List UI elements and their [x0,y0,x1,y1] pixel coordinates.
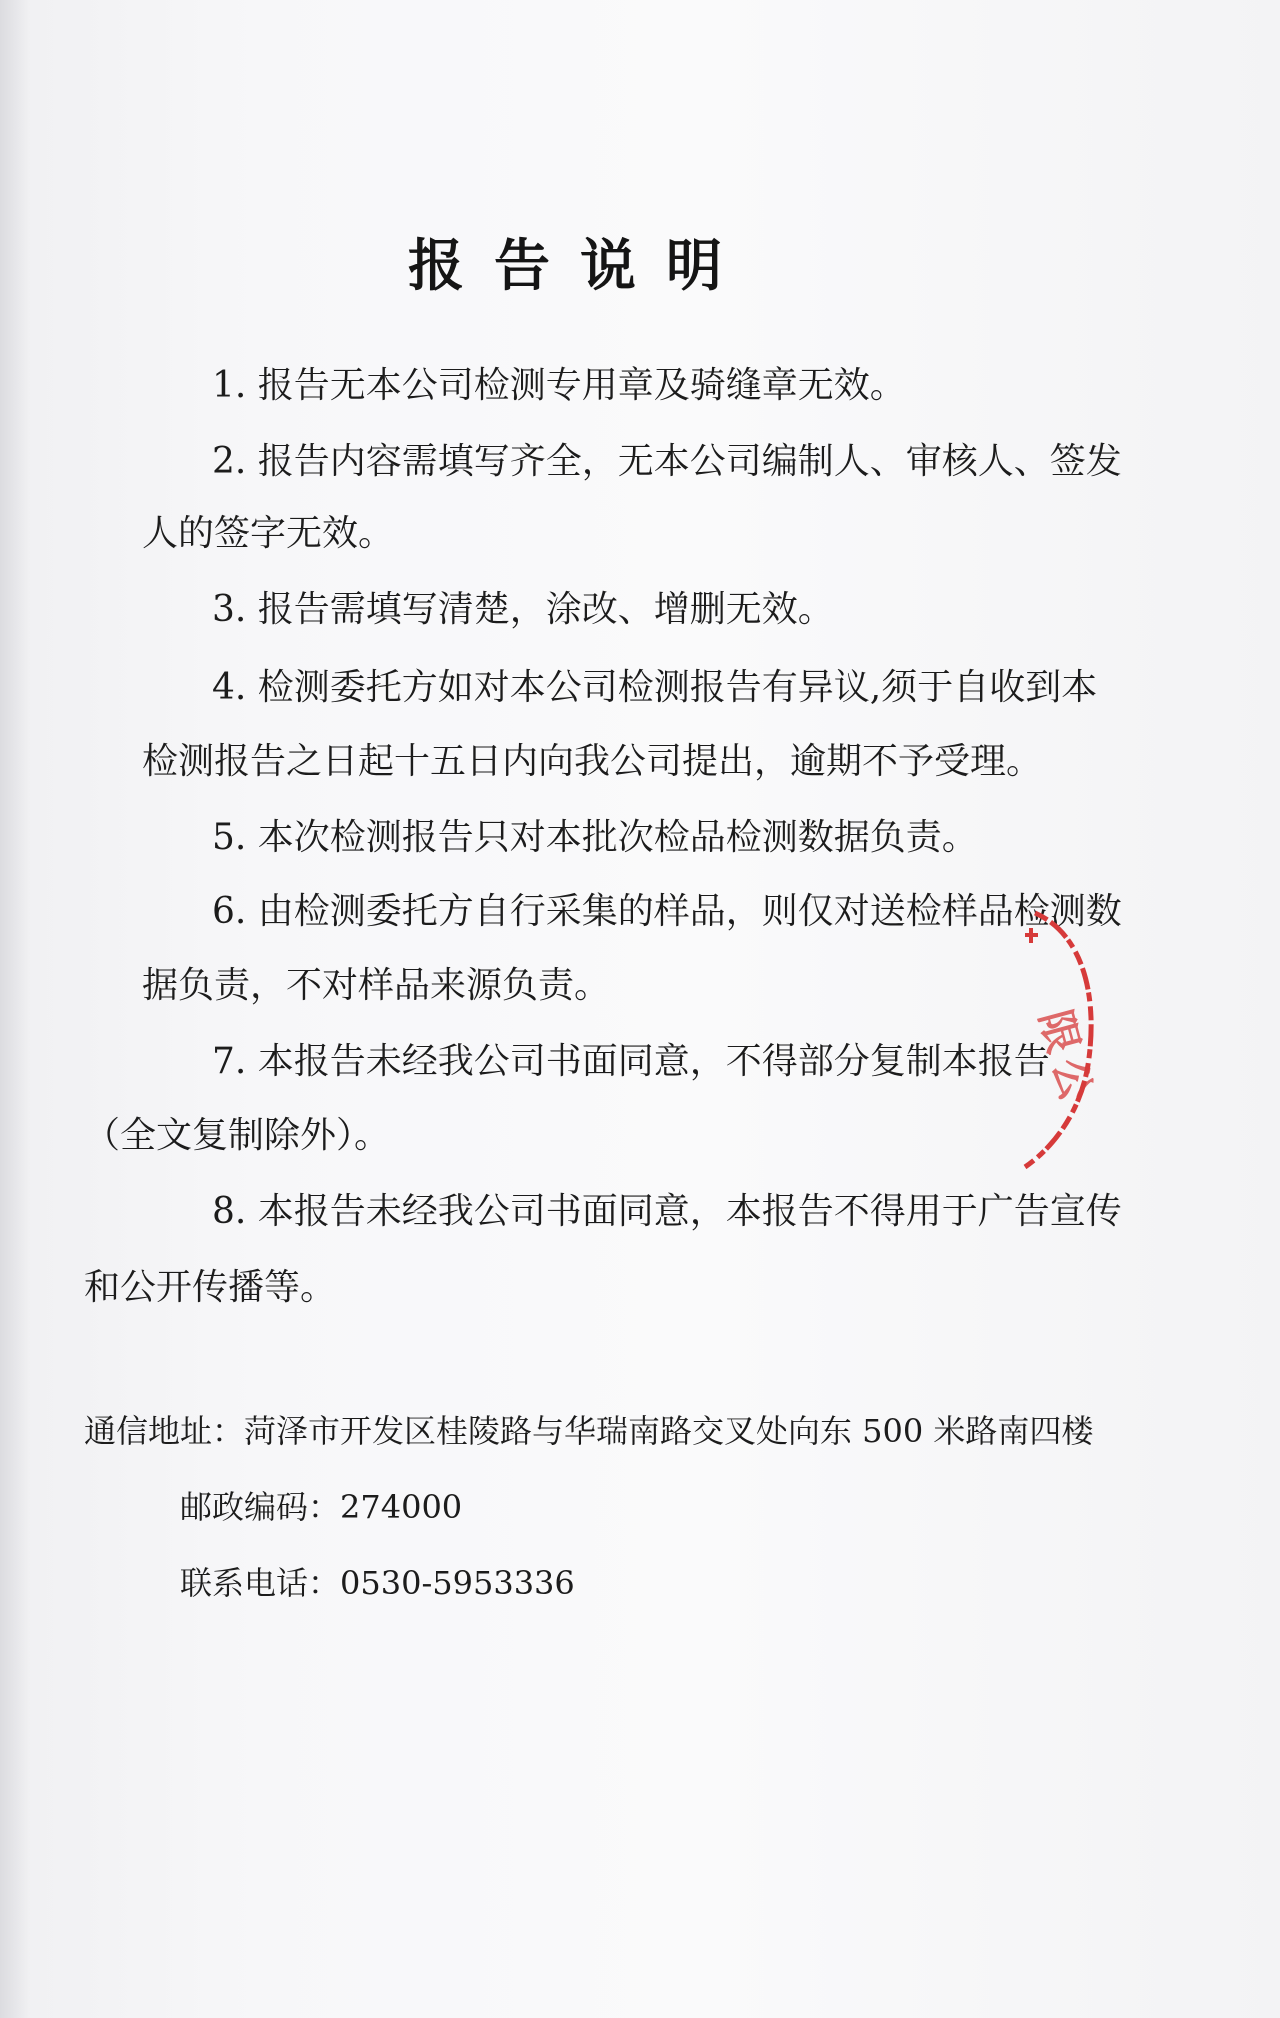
page-edge-shadow [0,0,30,2018]
note-6-line-1: 6. 由检测委托方自行采集的样品，则仅对送检样品检测数 [212,891,1122,932]
note-8-line-1: 8. 本报告未经我公司书面同意，本报告不得用于广告宣传 [212,1191,1122,1232]
note-7-line-1: 7. 本报告未经我公司书面同意，不得部分复制本报告 [212,1041,1050,1082]
note-7-line-2: （全文复制除外）。 [84,1115,391,1156]
note-4-line-1: 4. 检测委托方如对本公司检测报告有异议,须于自收到本 [212,667,1098,708]
contact-phone: 联系电话：0530-5953336 [180,1564,575,1602]
note-2-line-1: 2. 报告内容需填写齐全，无本公司编制人、审核人、签发 [212,441,1122,482]
page-title: 报告说明 [408,234,752,299]
note-1: 1. 报告无本公司检测专用章及骑缝章无效。 [212,365,906,406]
note-4-line-2: 检测报告之日起十五日内向我公司提出，逾期不予受理。 [142,741,1043,782]
note-3: 3. 报告需填写清楚，涂改、增删无效。 [212,589,834,630]
note-5: 5. 本次检测报告只对本批次检品检测数据负责。 [212,817,978,858]
note-2-line-2: 人的签字无效。 [142,513,395,554]
note-6-line-2: 据负责，不对样品来源负责。 [142,965,611,1006]
note-8-line-2: 和公开传播等。 [84,1267,337,1308]
contact-address: 通信地址：菏泽市开发区桂陵路与华瑞南路交叉处向东 500 米路南四楼 [84,1412,1094,1450]
seal-lettering: 限公 [1030,1004,1104,1115]
contact-postcode: 邮政编码：274000 [180,1488,463,1526]
